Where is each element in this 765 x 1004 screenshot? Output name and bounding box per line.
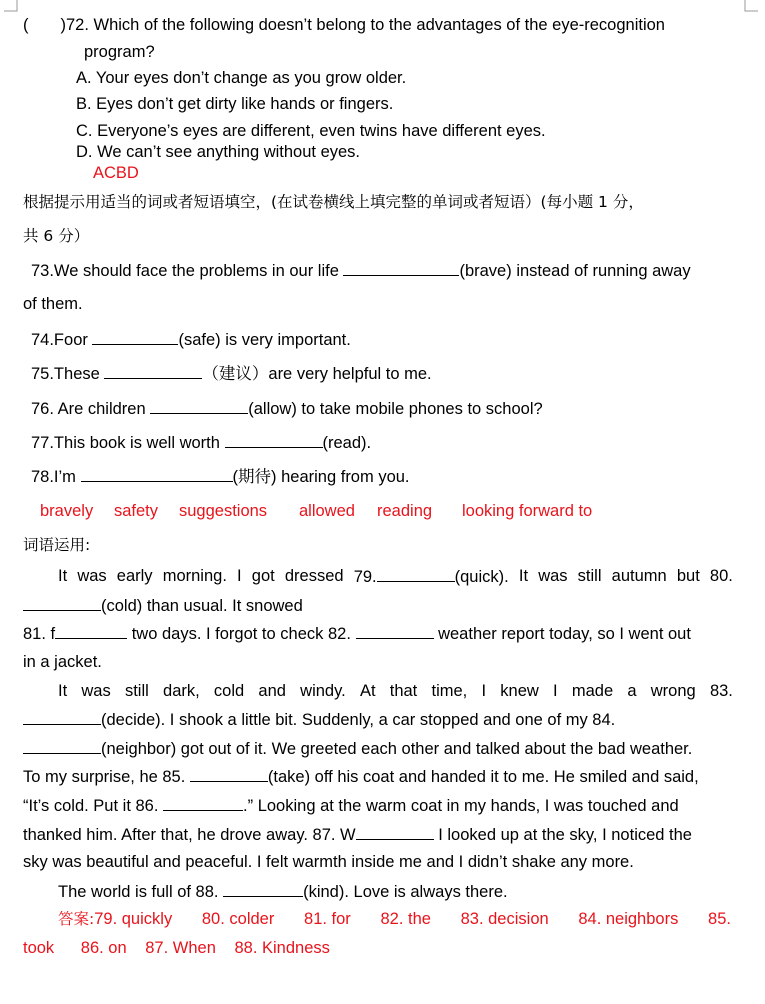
- q88-blank[interactable]: [223, 881, 303, 897]
- answer-74: safety: [114, 502, 159, 520]
- answer-88: 88. Kindness: [234, 939, 330, 957]
- p2-line5: [23, 795, 679, 816]
- p3-line: [58, 881, 508, 902]
- word: It: [58, 682, 68, 700]
- word: that: [389, 682, 418, 700]
- q74-text-b: (safe) is very important.: [178, 331, 351, 349]
- p2-line5-text-a: “It’s cold. Put it 86.: [23, 797, 159, 815]
- q78-text-b: (期待) hearing from you.: [232, 468, 410, 486]
- answer-76: allowed: [299, 502, 355, 520]
- section1-instruction-line1: 根据提示用适当的词或者短语填空，(在试卷横线上填完整的单词或者短语）(每小题 1 分，: [23, 193, 644, 211]
- word: was: [538, 567, 568, 585]
- word: I: [553, 682, 558, 700]
- word: windy.: [300, 682, 346, 700]
- q80-blank[interactable]: [23, 595, 101, 611]
- answer-82: 82. the: [380, 910, 431, 928]
- p2-line3-text: (neighbor) got out of it. We greeted each other and talked about the bad weather.: [101, 740, 693, 758]
- q81-blank[interactable]: [55, 623, 127, 639]
- answer-79-group: [58, 909, 172, 929]
- word: wrong: [650, 682, 696, 700]
- q78-text-a: 78.I’m: [31, 468, 76, 486]
- q75-blank[interactable]: [104, 363, 202, 379]
- word: still: [577, 567, 602, 585]
- q72-option-d: D. We can’t see anything without eyes.: [76, 143, 361, 161]
- p2-line2: [23, 709, 615, 730]
- p2-line1: [58, 681, 733, 701]
- p1-line4: in a jacket.: [23, 653, 102, 671]
- answer-label: 答案:: [58, 910, 95, 928]
- q79-group: [354, 566, 509, 587]
- q76-line: [31, 398, 543, 419]
- p2-line2-text: (decide). I shook a little bit. Suddenly, a car stopped and one of my 84.: [101, 711, 616, 729]
- q73-continued: of them.: [23, 295, 83, 313]
- q85-blank[interactable]: [190, 766, 268, 782]
- q79-blank[interactable]: [377, 566, 455, 582]
- word: I: [481, 682, 487, 700]
- word: I: [237, 567, 242, 585]
- answer-73: bravely: [40, 502, 94, 520]
- word: and: [258, 682, 286, 700]
- q72-stem-line: [23, 15, 665, 35]
- q75-text-b: （建议）are very helpful to me.: [202, 365, 432, 383]
- word: It: [518, 567, 529, 585]
- answer-77: reading: [377, 502, 433, 520]
- word: cold: [213, 682, 245, 700]
- word: It: [58, 567, 68, 585]
- answer-79: 79. quickly: [94, 910, 173, 928]
- p2-line6-text-a: thanked him. After that, he drove away. 87. W: [23, 826, 356, 844]
- q74-text-a: 74.Foor: [31, 331, 88, 349]
- p1-line2: [23, 595, 303, 616]
- word: was: [81, 682, 111, 700]
- answer-86: 86. on: [80, 939, 127, 957]
- q76-blank[interactable]: [150, 398, 248, 414]
- q75-text-a: 75.These: [31, 365, 100, 383]
- q72-stem: )72. Which of the following doesn’t belong to the advantages of the eye-recognition: [60, 16, 665, 34]
- q76-text-a: 76. Are children: [31, 400, 146, 418]
- q78-line: [31, 466, 410, 487]
- section2-answers-line1: [58, 909, 731, 929]
- word: dark,: [163, 682, 200, 700]
- q72-stem-continued: program?: [84, 43, 155, 61]
- answer-85-number: 85.: [708, 910, 731, 928]
- word: dressed: [284, 567, 344, 585]
- q77-blank[interactable]: [225, 432, 323, 448]
- answer-84: 84. neighbors: [578, 910, 679, 928]
- corner-mark-right-icon: [744, 0, 758, 12]
- corner-mark-left-icon: [4, 0, 18, 12]
- q73-line: [31, 260, 691, 281]
- word: 80.: [709, 567, 733, 585]
- q73-blank[interactable]: [343, 260, 459, 276]
- answer-78: looking forward to: [462, 502, 593, 520]
- word: (quick).: [454, 568, 509, 586]
- p2-line7: sky was beautiful and peaceful. I felt warmth inside me and I didn’t shake any more.: [23, 853, 634, 871]
- p1-line1: [58, 566, 733, 587]
- answer-81: 81. for: [304, 910, 351, 928]
- q72-answer-paren: (: [23, 16, 29, 34]
- q74-blank[interactable]: [92, 329, 178, 345]
- q86-blank[interactable]: [163, 795, 243, 811]
- q77-text-a: 77.This book is well worth: [31, 434, 220, 452]
- q77-line: [31, 432, 371, 453]
- q77-text-b: (read).: [322, 434, 372, 452]
- p1-line3-text-b: two days. I forgot to check 82.: [131, 625, 351, 643]
- p1-line3-text-c: weather report today, so I went out: [438, 625, 691, 643]
- p2-line6: [23, 824, 692, 845]
- q72-option-c: C. Everyone’s eyes are different, even twins have different eyes.: [76, 122, 546, 140]
- answer-80: 80. colder: [201, 910, 275, 928]
- answer-83: 83. decision: [460, 910, 549, 928]
- word: made: [571, 682, 614, 700]
- p3-text-b: (kind). Love is always there.: [303, 883, 508, 901]
- q72-option-b: B. Eyes don’t get dirty like hands or fingers.: [76, 95, 394, 113]
- word: time,: [431, 682, 468, 700]
- section1-instruction-line2: 共 6 分）: [23, 227, 90, 245]
- p2-line6-text-b: I looked up at the sky, I noticed the: [438, 826, 692, 844]
- word: was: [77, 567, 107, 585]
- section2-answers-line2: [23, 938, 330, 958]
- answer-87: 87. When: [145, 939, 216, 957]
- answer-75: suggestions: [179, 502, 268, 520]
- word: got: [251, 567, 275, 585]
- q72-option-a: A. Your eyes don’t change as you grow older.: [76, 69, 407, 87]
- p1-line2-text: (cold) than usual. It snowed: [101, 597, 303, 615]
- word: early: [116, 567, 153, 585]
- p2-line4-text-a: To my surprise, he 85.: [23, 768, 186, 786]
- q81-prefix: 81. f: [23, 625, 56, 643]
- word: 83.: [709, 682, 733, 700]
- p2-line3: [23, 738, 692, 759]
- p2-line5-text-b: .” Looking at the warm coat in my hands, I was touched and: [243, 797, 679, 815]
- q82-blank[interactable]: [356, 623, 434, 639]
- q72-answer: ACBD: [93, 164, 139, 182]
- section2-heading: 词语运用:: [23, 536, 91, 554]
- word: morning.: [162, 567, 227, 585]
- q75-line: [31, 363, 432, 384]
- answer-85: took: [23, 939, 55, 957]
- q76-text-b: (allow) to take mobile phones to school?: [248, 400, 543, 418]
- word: a: [627, 682, 637, 700]
- word: At: [359, 682, 376, 700]
- q83-blank[interactable]: [23, 709, 101, 725]
- q73-text-b: (brave) instead of running away: [459, 262, 691, 280]
- p3-text-a: The world is full of 88.: [58, 883, 219, 901]
- q79-number: 79.: [353, 568, 377, 586]
- p1-line3: [23, 623, 691, 644]
- q78-blank[interactable]: [81, 466, 233, 482]
- p2-line4: [23, 766, 699, 787]
- q87-blank[interactable]: [356, 824, 434, 840]
- q84-blank[interactable]: [23, 738, 101, 754]
- q74-line: [31, 329, 351, 350]
- word: autumn: [611, 567, 667, 585]
- p2-line4-text-b: (take) off his coat and handed it to me. He smiled and said,: [267, 768, 699, 786]
- word: still: [124, 682, 149, 700]
- word: but: [676, 567, 700, 585]
- word: knew: [500, 682, 539, 700]
- q73-text-a: 73.We should face the problems in our life: [31, 262, 339, 280]
